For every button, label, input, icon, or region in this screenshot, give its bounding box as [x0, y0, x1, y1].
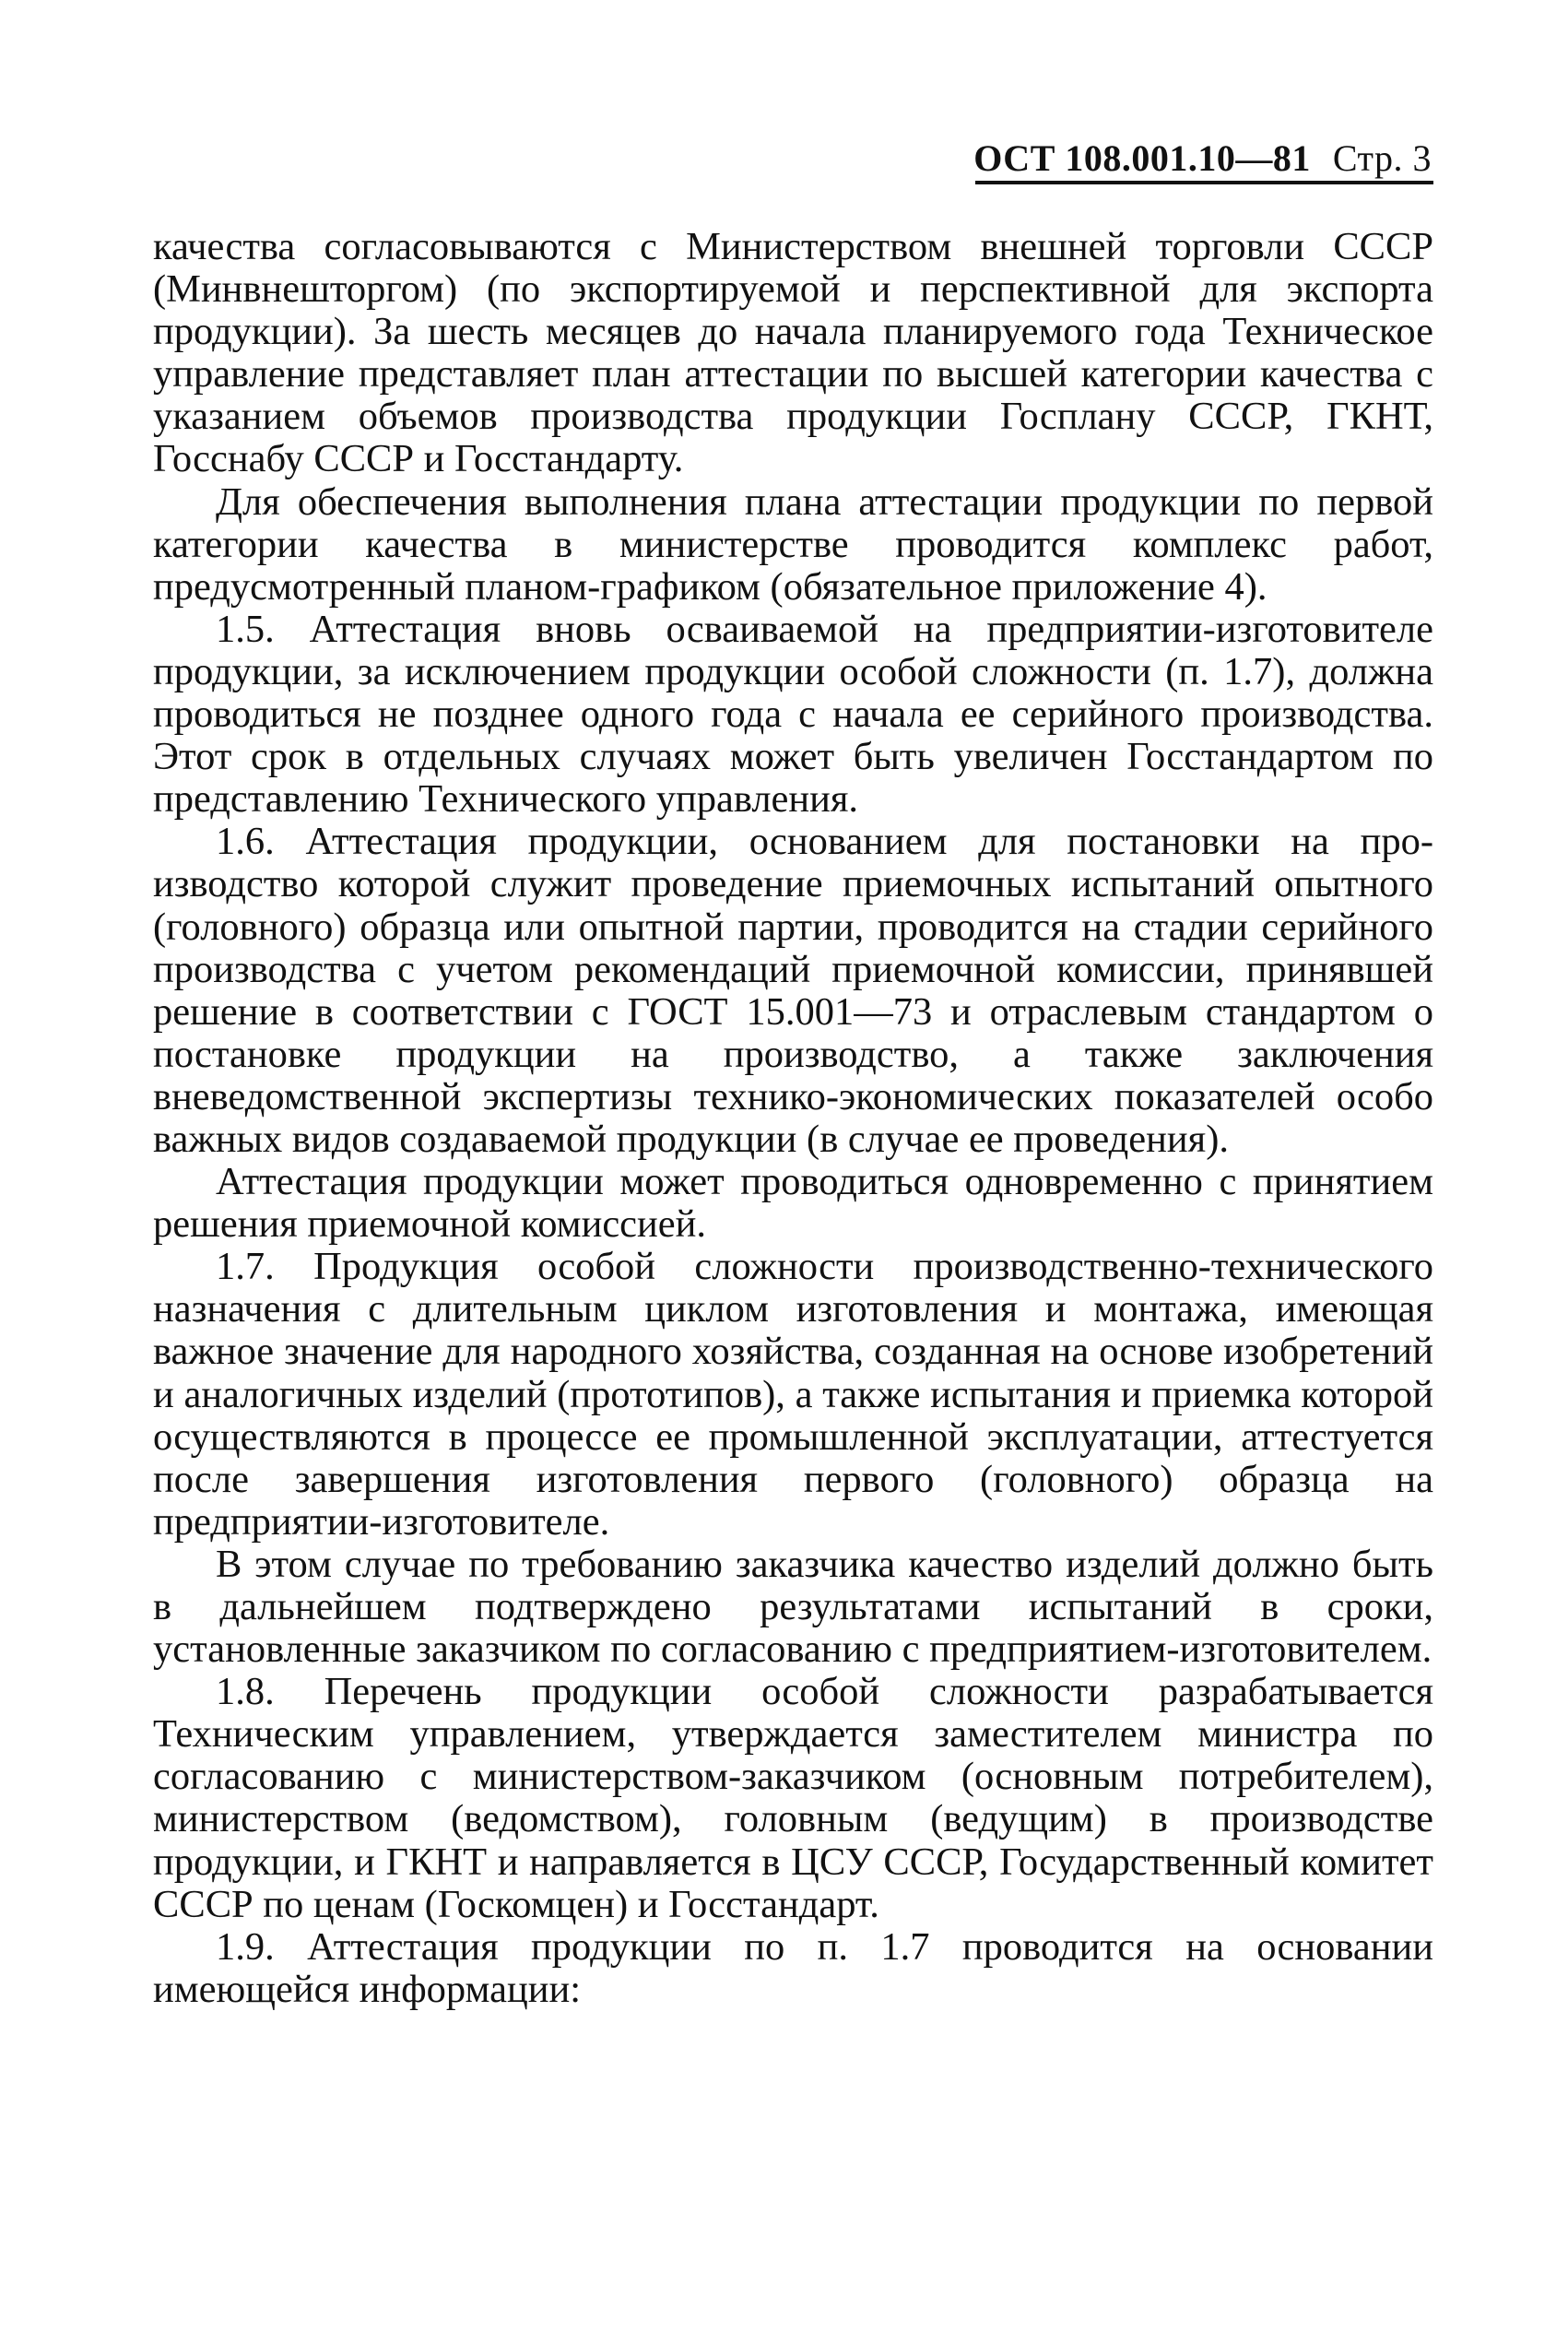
header-rule: [975, 181, 1433, 184]
paragraph-clause-1-9: 1.9. Аттестация продукции по п. 1.7 проводится на основании имеющейся информации:: [153, 1924, 1433, 2011]
paragraph: В этом случае по требованию заказчика качество изделий должно быть в дальнейшем подтверждено результатами испытаний в сроки, установленные заказчиком по согласованию с предприятием-изготовителем.: [153, 1542, 1433, 1672]
paragraph-clause-1-5: 1.5. Аттестация вновь осваиваемой на предприятии-изготовителе продукции, за исключением продукции особой сложности (п. 1.7), должна проводиться не позднее одного года с начала ее серийного производства. Этот срок в отдельных случаях может быть увеличен Госстандартом по представлению Технического управления.: [153, 607, 1433, 822]
paragraph-clause-1-7: 1.7. Продукция особой сложности производственно-технического назначения с длительным циклом изготовления и монтажа, имеющая важное значение для народного хозяйства, созданная на основе изобретений и аналогичных изделий (прототипов), а также испытания и приемка которой осуществляются в процессе ее промышленной эксплуатации, аттестуется после завершения изготовления первого (головного) образца на предприятии-изготовителе.: [153, 1245, 1433, 1544]
paragraph-clause-1-8: 1.8. Перечень продукции особой сложности разрабатывается Техническим управлением, утверждается заместителем министра по согласованию с министерством-заказчиком (основным потребителем), министерством (ведомством), головным (ведущим) в производстве продукции, и ГКНТ и направляется в ЦСУ СССР, Государственный комитет СССР по ценам (Госкомцен) и Госстандарт.: [153, 1670, 1433, 1926]
standard-number: ОСТ 108.001.10—81: [973, 137, 1311, 179]
body-text: [153, 226, 1433, 2011]
paragraph-clause-1-6: 1.6. Аттестация продукции, основанием для постановки на производство которой служит проведение приемочных испытаний опытного (головного) образца или опытной партии, проводится на стадии серийного производства с учетом рекомендаций приемочной комиссии, принявшей решение в соответствии с ГОСТ 15.001—73 и отраслевым стандартом о постановке продукции на производство, а также заключения вневедомственной экспертизы технико-экономических показателей особо важных видов создаваемой продукции (в случае ее проведения).: [153, 820, 1433, 1161]
paragraph: Аттестация продукции может проводиться одновременно с принятием решения приемочной комиссией.: [153, 1160, 1433, 1247]
paragraph-continuation: качества согласовываются с Министерством внешней торговли СССР (Минвнешторгом) (по экспортируемой и перспективной для экспорта продукции). За шесть месяцев до начала планируемого года Техническое управление представляет план аттестации по высшей категории качества с указанием объемов производства продукции Госплану СССР, ГКНТ, Госснабу СССР и Госстандарту.: [153, 225, 1433, 481]
page-header: [973, 136, 1432, 180]
page-number: Стр. 3: [1332, 137, 1432, 179]
paragraph: Для обеспечения выполнения плана аттестации продукции по первой категории качества в министерстве проводится комплекс работ, предусмотренный планом-графиком (обязательное приложение 4).: [153, 479, 1433, 609]
